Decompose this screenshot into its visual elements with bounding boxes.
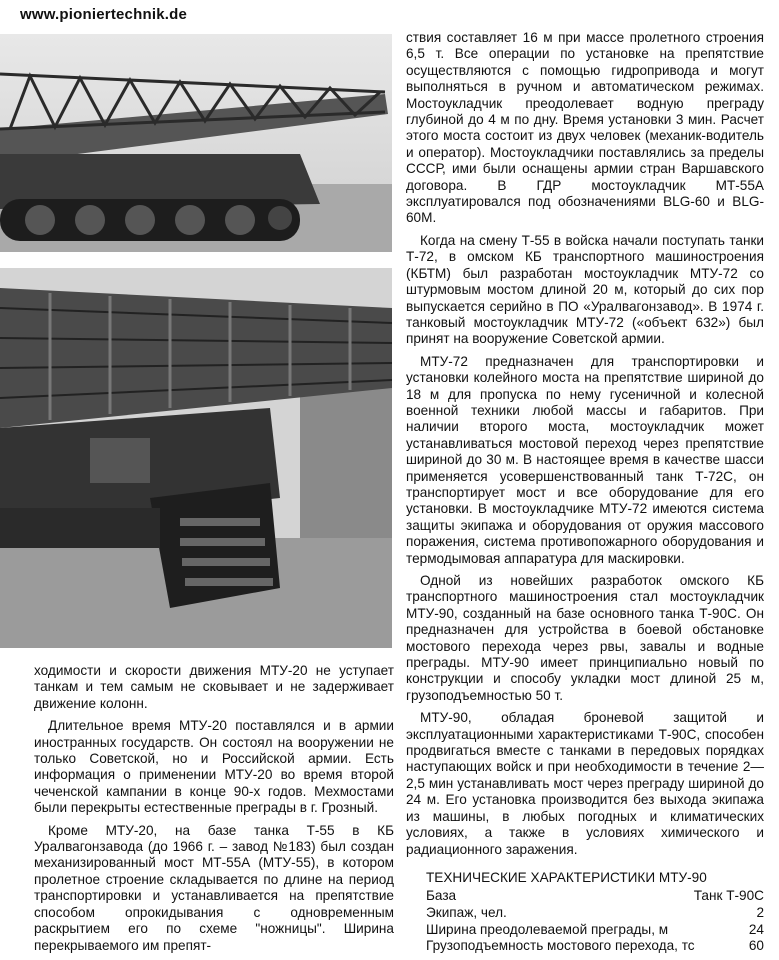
paragraph: Кроме МТУ-20, на базе танка Т-55 в КБ Уралвагонзавода (до 1966 г. – завод №183) был создан механизированный мост МТ-55А (МТУ-55), в котором пролетное строение складывается по длине на период транспортировки и устанавливается на препятствие способом опрокидывания с одновременным раскрытием его по схеме "ножницы". Ширина перекрываемого им препят- <box>34 822 394 953</box>
specs-table <box>406 870 764 955</box>
spec-value: 24 <box>748 921 764 937</box>
paragraph: Одной из новейших разработок омского КБ транспортного машиностроения стал мостоукладчик МТУ-90, созданный на базе основного танка Т-90С. Он предназначен для устройства в боевой обстановке мостового перехода через рвы, завалы и водные преграды. МТУ-90 имеет принципиально новый по конструкции и способу укладки мост длиной 25 м, грузоподъемностью 50 т. <box>406 573 764 703</box>
left-text-column <box>34 663 394 960</box>
paragraph: Длительное время МТУ-20 поставлялся и в армии иностранных государств. Он состоял на вооружении не только Советской, но и Российской армии. Есть информация о применении МТУ-20 во время второй чеченской кампании в конце 90-х годов. Мехмостами были перекрыты естественные преграды в г. Грозный. <box>34 718 394 816</box>
paragraph: ствия составляет 16 м при массе пролетного строения 6,5 т. Все операции по установке на препятствие осуществляются с помощью гидропривода и могут выполняться в ручном и автоматическом режимах. Мостоукладчик преодолевает водную преграду глубиной до 4 м по дну. Время установки 3 мин. Расчет этого моста состоит из двух человек (механик-водитель и оператор). Мостоукладчики поставлялись за пределы СССР, ими были оснащены армии стран Варшавского договора. В ГДР мостоукладчик МТ-55А эксплуатировался под обозначениями BLG-60 и BLG-60M. <box>406 30 764 226</box>
paragraph: МТУ-90, обладая броневой защитой и эксплуатационными характеристиками Т-90С, способен продвигаться вместе с танками в передовых порядках наступающих войск и при необходимости в течение 2—2,5 мин устанавливать мост через преграду шириной до 24 м. Его установка производится без выхода экипажа из машины, в любых погодных и климатических условиях, а также в условиях химического и радиационного заражения. <box>406 710 764 857</box>
bridge-layer-side-view-image <box>0 34 392 252</box>
spec-value: Танк Т-90С <box>693 888 764 904</box>
spec-row <box>406 938 764 955</box>
paragraph: Когда на смену Т-55 в войска начали поступать танки Т-72, в омском КБ транспортного машиностроения (КБТМ) был разработан мостоукладчик МТУ-72 со штурмовым мостом длиной 20 м, который до сих пор выпускается серийно в ПО «Уралвагонзавод». В 1974 г. танковый мостоукладчик МТУ-72 («объект 632») был принят на вооружение Советской армии. <box>406 232 764 347</box>
bridge-layer-front-view-image <box>0 268 392 648</box>
site-watermark: www.pioniertechnik.de <box>20 6 188 23</box>
spec-row <box>406 905 764 922</box>
spec-label: Грузоподъемность мостового перехода, тс <box>426 938 695 954</box>
bridge-layer-photo-top <box>0 34 392 252</box>
spec-value: 60 <box>748 938 764 954</box>
paragraph: МТУ-72 предназначен для транспортировки и установки колейного моста на препятствие шириной до 18 м для пропуска по нему гусеничной и колесной военной техники любой массы и габаритов. При наличии второго моста, мостоукладчик может устанавливаться мостовой переход через препятствие шириной до 30 м. В настоящее время в качестве шасси применяется усовершенствованный танк Т-72С, он транспортирует мост и все оборудование для его установки. В мостоукладчике МТУ-72 имеются система защиты экипажа и оборудования от оружия массового поражения, система противопожарного оборудования и термодымовая аппаратура для маскировки. <box>406 353 764 566</box>
paragraph: ходимости и скорости движения МТУ-20 не уступает танкам и тем самым не сковывает и не задерживает движение колонн. <box>34 663 394 711</box>
spec-label: Ширина преодолеваемой преграды, м <box>426 921 669 937</box>
specs-title: ТЕХНИЧЕСКИЕ ХАРАКТЕРИСТИКИ МТУ-90 <box>426 869 707 885</box>
spec-value: 2 <box>756 904 764 920</box>
spec-row <box>406 888 764 905</box>
right-text-column <box>406 30 764 955</box>
bridge-layer-photo-bottom <box>0 268 392 648</box>
spec-label: Экипаж, чел. <box>426 904 507 920</box>
spec-row <box>406 922 764 939</box>
spec-label: База <box>426 888 457 904</box>
